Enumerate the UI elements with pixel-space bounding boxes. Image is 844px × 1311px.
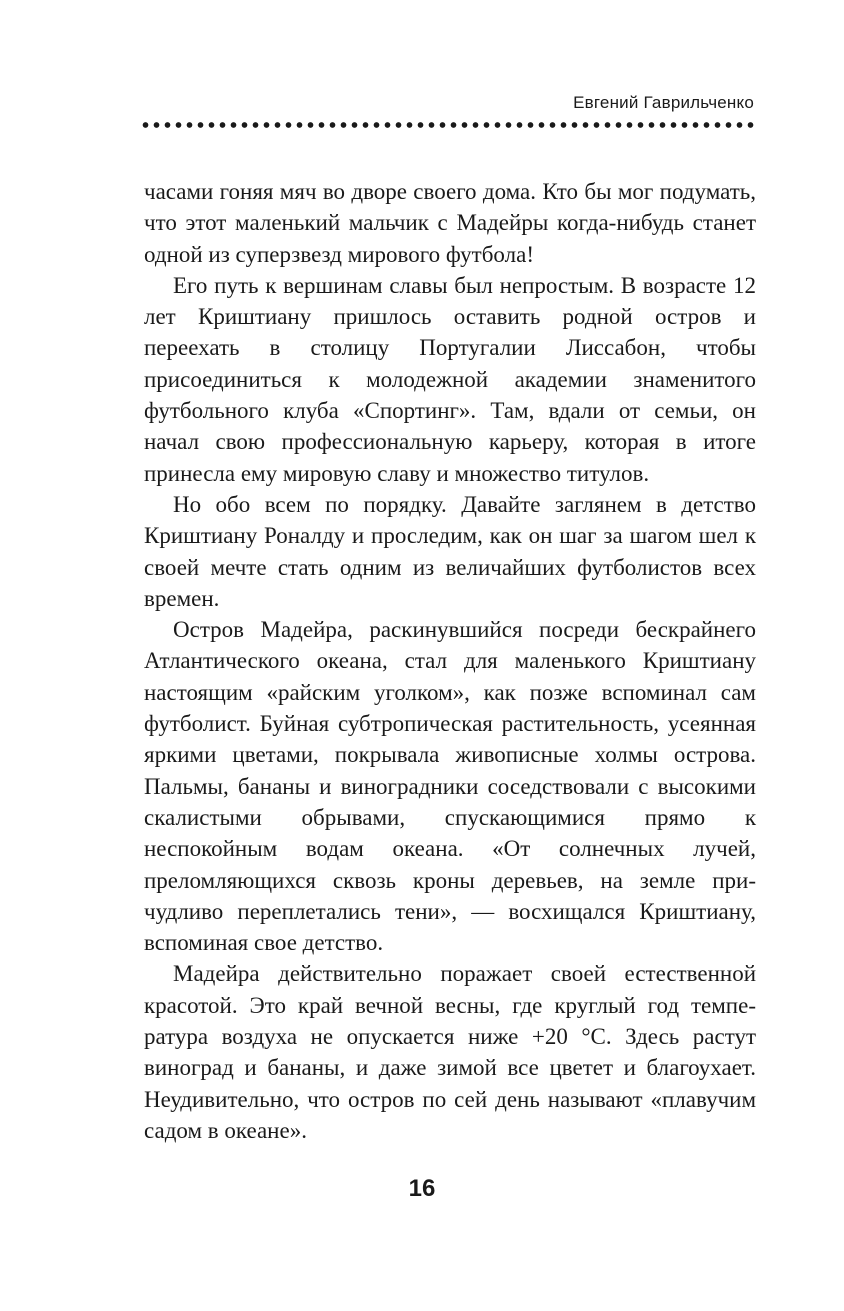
paragraph-5: Мадейра действительно поражает своей естественной красотой. Это край вечной весны, где круглый год температура воздуха не опускается ниже +20 °C. Здесь растут виноград и бананы, и даже зимой все цветет и благоухает. Неудивительно, что остров по сей день называют «плавучим садом в океане». xyxy=(144,961,756,1143)
dotted-rule xyxy=(140,121,756,129)
paragraph-1: часами гоняя мяч во дворе своего дома. Кто бы мог подумать, что этот маленький мальчик с Мадейры когда-нибудь станет одной из суперзвезд мирового футбола! xyxy=(144,179,756,267)
paragraph-3: Но обо всем по порядку. Давайте заглянем в детство Криштиану Роналду и проследим, как он шаг за шагом шел к своей мечте стать одним из величайших футболистов всех времен. xyxy=(144,491,756,611)
body-text xyxy=(144,176,756,1146)
page-number: 16 xyxy=(408,1175,436,1202)
running-head-author: Евгений Гаврильченко xyxy=(573,93,754,112)
paragraph-4: Остров Мадейра, раскинувшийся посреди бескрайнего Атлантического океана, стал для маленького Криштиану настоящим «райским уголком», как позже вспоминал сам футболист. Буйная субтропическая растительность, усеянная яркими цветами, покрывала живописные холмы острова. Пальмы, бананы и виноградники соседствовали с высокими скалистыми обрывами, спускающимися прямо к неспокойным водам океана. «От солнечных лучей, преломляющихся сквозь кроны деревьев, на земле причудливо переплетались тени», — восхищался Криштиану, вспоминая свое детство. xyxy=(144,617,756,956)
paragraph-2: Его путь к вершинам славы был непростым. В возрасте 12 лет Криштиану пришлось оставить родной остров и переехать в столицу Португалии Лиссабон, чтобы присоединиться к молодежной академии знаменитого футбольного клуба «Спортинг». Там, вдали от семьи, он начал свою профессиональную карьеру, которая в итоге принесла ему мировую славу и множество титулов. xyxy=(144,272,756,486)
